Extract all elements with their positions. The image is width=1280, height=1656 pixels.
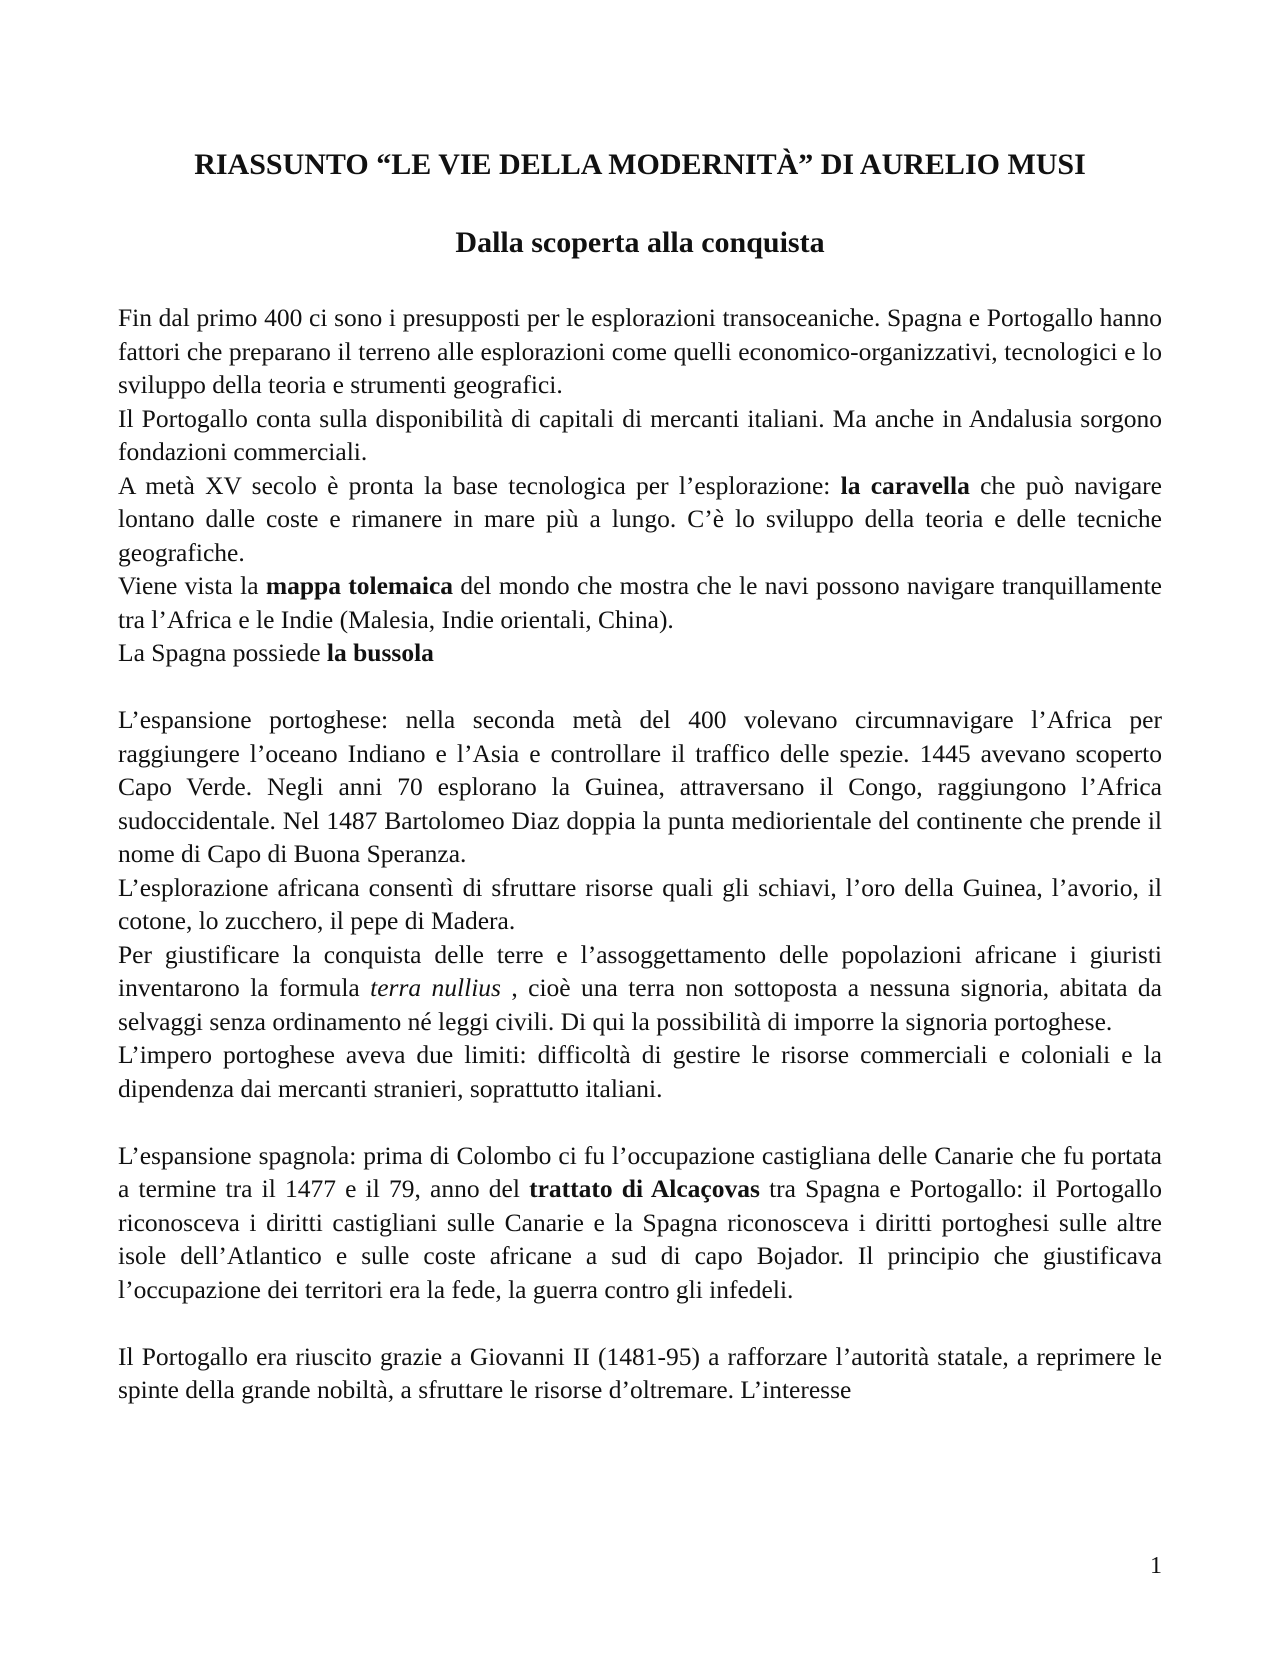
bold-term-trattato-alcacovas: trattato di Alcaçovas (529, 1174, 760, 1203)
document-body (118, 301, 1162, 1407)
paragraph-7: L’esplorazione africana consentì di sfruttare risorse quali gli schiavi, l’oro della Guinea, l’avorio, il cotone, lo zucchero, il pepe di Madera. (118, 872, 1162, 935)
paragraph-10 (118, 1139, 1162, 1307)
paragraph-8-text-after: , cioè una terra non sottoposta a nessuna signoria, abitata da selvaggi senza ordinamento né leggi civili. Di qui la possibilità di imporre la signoria portoghese. (118, 973, 1162, 1036)
bold-term-bussola: la bussola (326, 638, 434, 667)
paragraph-spacer (118, 1105, 1162, 1139)
paragraph-5-text-before: La Spagna possiede (118, 638, 327, 667)
paragraph-3-text-after: che può navigare lontano dalle coste e rimanere in mare più a lungo. C’è lo sviluppo della teoria e delle tecniche geografiche. (118, 470, 1162, 567)
paragraph-8 (118, 938, 1162, 1039)
paragraph-6: L’espansione portoghese: nella seconda metà del 400 volevano circumnavigare l’Africa per raggiungere l’oceano Indiano e l’Asia e controllare il traffico delle spezie. 1445 avevano scoperto Capo Verde. Negli anni 70 esplorano la Guinea, attraversano il Congo, raggiungono l’Africa sudoccidentale. Nel 1487 Bartolomeo Diaz doppia la punta mediorientale del continente che prende il nome di Capo di Buona Speranza. (118, 705, 1162, 868)
page-number: 1 (1150, 1553, 1162, 1579)
paragraph-3 (118, 469, 1162, 570)
bold-term-mappa-tolemaica: mappa tolemaica (265, 571, 454, 600)
paragraph-10-text-after: tra Spagna e Portogallo: il Portogallo riconosceva i diritti castigliani sulle Canarie e la Spagna riconosceva i diritti portoghesi sulle altre isole dell’Atlantico e sulle coste africane a sud di capo Bojador. Il principio che giustificava l’occupazione dei territori era la fede, la guerra contro gli infedeli. (118, 1174, 1162, 1304)
paragraph-3-text-before: A metà XV secolo è pronta la base tecnologica per l’esplorazione: (118, 470, 841, 500)
paragraph-5 (118, 636, 1162, 670)
paragraph-4-text-before: Viene vista la (118, 571, 266, 600)
bold-term-caravella: la caravella (840, 470, 970, 500)
paragraph-9: L’impero portoghese aveva due limiti: difficoltà di gestire le risorse commerciali e coloniali e la dipendenza dai mercanti stranieri, soprattutto italiani. (118, 1040, 1162, 1103)
paragraph-4 (118, 569, 1162, 636)
paragraph-spacer (118, 1306, 1162, 1340)
paragraph-2: Il Portogallo conta sulla disponibilità di capitali di mercanti italiani. Ma anche in Andalusia sorgono fondazioni commerciali. (118, 403, 1162, 466)
document-title: RIASSUNTO “LE VIE DELLA MODERNITÀ” DI AURELIO MUSI (194, 148, 1086, 181)
paragraph-8-text-before: Per giustificare la conquista delle terre e l’assoggettamento delle popolazioni africane i giuristi inventarono la formula (118, 939, 1162, 1002)
paragraph-4-text-after: del mondo che mostra che le navi possono navigare tranquillamente tra l’Africa e le Indie (Malesia, Indie orientali, China). (118, 571, 1162, 634)
section-subtitle: Dalla scoperta alla conquista (455, 226, 825, 259)
paragraph-spacer (118, 670, 1162, 704)
italic-term-terra-nullius: terra nullius (370, 973, 501, 1002)
paragraph-11: Il Portogallo era riuscito grazie a Giovanni II (1481-95) a rafforzare l’autorità statale, a reprimere le spinte della grande nobiltà, a sfruttare le risorse d’oltremare. L’interesse (118, 1341, 1162, 1404)
paragraph-1: Fin dal primo 400 ci sono i presupposti per le esplorazioni transoceaniche. Spagna e Portogallo hanno fattori che preparano il terreno alle esplorazioni come quelli economico-organizzativi, tecnologici e lo sviluppo della teoria e strumenti geografici. (118, 303, 1162, 399)
paragraph-10-text-before: L’espansione spagnola: prima di Colombo ci fu l’occupazione castigliana delle Canarie che fu portata a termine tra il 1477 e il 79, anno del (118, 1140, 1162, 1203)
